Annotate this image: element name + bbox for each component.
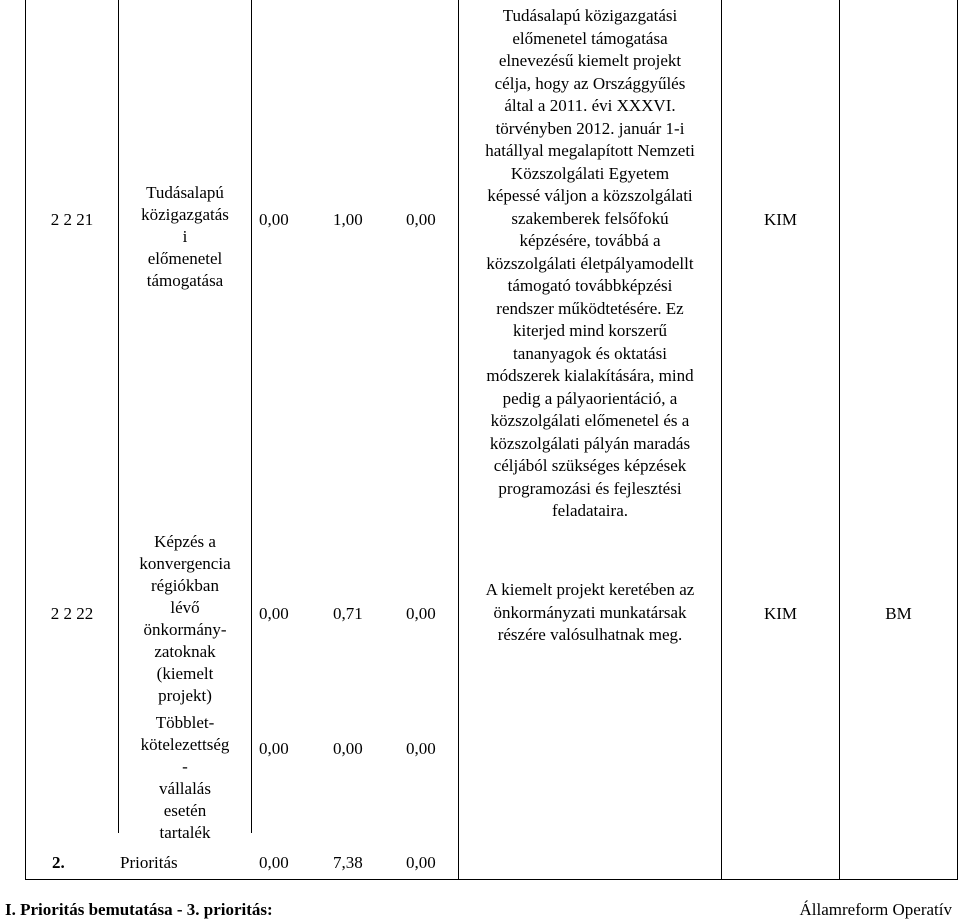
description-line: A kiemelt projekt keretében az (485, 580, 695, 599)
row-name-line: projekt) (158, 686, 212, 705)
description-line: tananyagok és oktatási (513, 343, 667, 363)
total-value-3: 0,00 (406, 853, 436, 872)
row-name-line: zatoknak (154, 642, 216, 661)
row-value-3: 0,00 (406, 604, 436, 623)
row-partner: BM (885, 604, 912, 623)
description-line: képessé váljon a közszolgálati (487, 186, 693, 205)
row-name-line: konvergencia (139, 554, 231, 573)
description-line: képzésére, továbbá a (519, 231, 661, 250)
row-value-1: 0,00 (259, 210, 289, 229)
row-description (459, 5, 721, 523)
total-number: 2. (52, 853, 65, 872)
description-line: részére valósulhatnak meg. (497, 625, 683, 644)
description-line: rendszer működtetésére. Ez (496, 298, 684, 318)
table-border-bottom (25, 879, 958, 880)
row-value-2: 0,71 (333, 604, 363, 623)
row-responsible: KIM (763, 604, 798, 623)
footer-right-heading: Államreform Operatív (799, 900, 952, 919)
row-name-line: esetén (163, 801, 207, 820)
row-name-line: előmenetel (147, 249, 223, 268)
column-divider-name-values (251, 0, 252, 833)
table-border-left (25, 0, 26, 880)
row-name-line: Többlet- (155, 713, 215, 732)
row-description (459, 579, 721, 647)
column-divider-description-responsible (721, 0, 722, 880)
row-name-line: kötelezettség (140, 735, 230, 754)
description-line: önkormányzati munkatársak (493, 602, 687, 622)
description-line: által a 2011. évi XXXVI. (504, 96, 676, 115)
total-value-1: 0,00 (259, 853, 289, 872)
description-line: közszolgálati életpályamodellt (486, 253, 694, 273)
table-border-right (957, 0, 958, 880)
row-value-1: 0,00 (259, 739, 289, 758)
description-line: elnevezésű kiemelt projekt (498, 51, 682, 70)
description-line: szakemberek felsőfokú (511, 208, 669, 228)
row-name-line: régiókban (151, 576, 219, 595)
description-line: Tudásalapú közigazgatási (502, 6, 678, 25)
description-line: törvényben 2012. január 1-i (495, 118, 685, 138)
row-name-line: i (182, 227, 188, 246)
row-code: 2 2 22 (50, 604, 94, 623)
description-line: pedig a pályaorientáció, a (502, 388, 678, 408)
description-line: közszolgálati pályán maradás (489, 433, 691, 453)
row-name-line: Tudásalapú (146, 183, 224, 202)
description-line: módszerek kialakítására, mind (486, 366, 694, 385)
total-value-2: 7,38 (333, 853, 363, 872)
description-line: kiterjed mind korszerű (513, 321, 667, 340)
row-name-line: Képzés a (154, 532, 216, 551)
total-label: Prioritás (120, 853, 178, 872)
row-code: 2 2 21 (50, 210, 94, 229)
row-name-line: (kiemelt (156, 664, 214, 683)
description-line: feladataira. (552, 501, 628, 520)
row-value-2: 1,00 (333, 210, 363, 229)
row-value-2: 0,00 (333, 739, 363, 758)
column-divider-responsible-partner (839, 0, 840, 880)
description-line: támogató továbbképzési (507, 276, 673, 295)
row-value-1: 0,00 (259, 604, 289, 623)
row-value-3: 0,00 (406, 739, 436, 758)
row-name (119, 712, 251, 844)
row-name-line: tartalék (159, 823, 211, 842)
row-name-line: támogatása (146, 271, 224, 290)
row-value-3: 0,00 (406, 210, 436, 229)
description-line: programozási és fejlesztési (498, 478, 682, 498)
row-name-line: lévő (170, 598, 200, 617)
row-name-line: vállalás (159, 779, 211, 798)
description-line: céljából szükséges képzések (493, 456, 687, 475)
description-line: Közszolgálati Egyetem (510, 163, 670, 183)
column-divider-code-name (118, 0, 119, 833)
row-name (119, 531, 251, 707)
description-line: közszolgálati előmenetel és a (490, 411, 690, 430)
row-name-line: önkormány- (143, 620, 227, 639)
description-line: célja, hogy az Országgyűlés (494, 73, 686, 93)
footer-left-heading: I. Prioritás bemutatása - 3. prioritás: (5, 900, 273, 919)
description-line: előmenetel támogatása (512, 28, 668, 48)
row-responsible: KIM (763, 210, 798, 229)
row-name (119, 182, 251, 292)
row-name-line: - (182, 757, 188, 776)
row-name-line: közigazgatás (141, 205, 229, 224)
description-line: hatállyal megalapított Nemzeti (485, 141, 695, 160)
